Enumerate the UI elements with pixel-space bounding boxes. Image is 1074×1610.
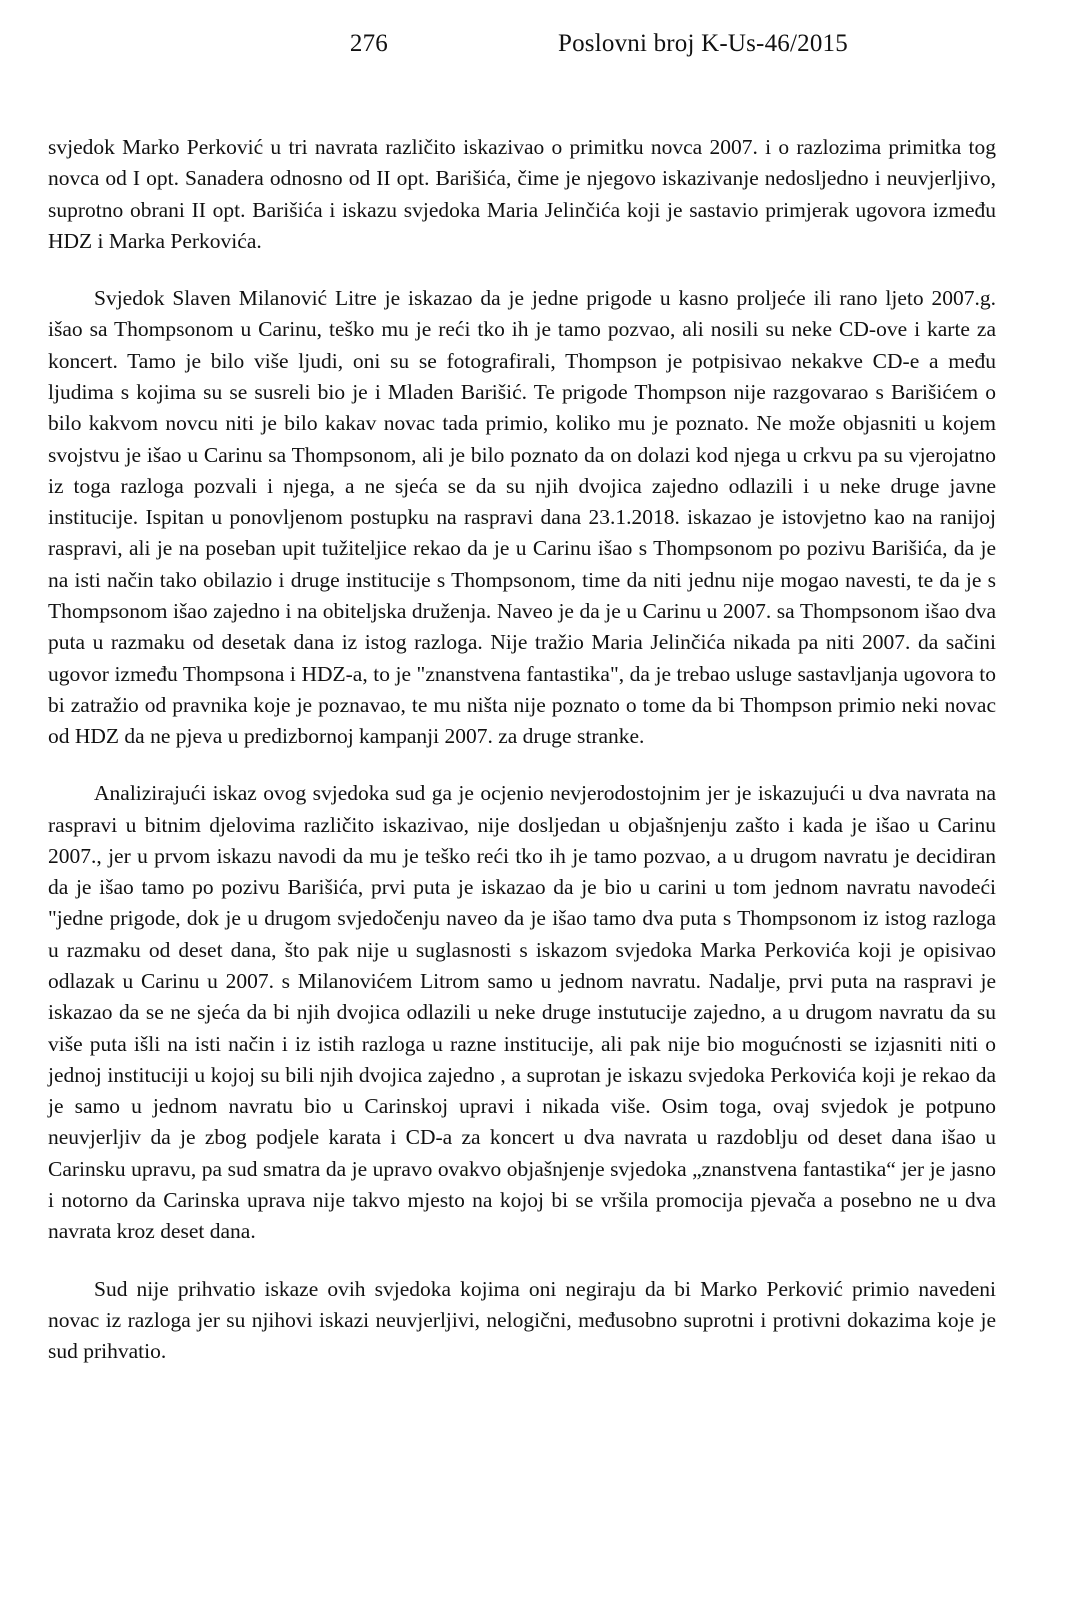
page-number: 276 bbox=[349, 30, 388, 57]
paragraph-3: Analizirajući iskaz ovog svjedoka sud ga je ocjenio nevjerodostojnim jer je iskazujući u dva navrata na raspravi u bitnim djelovima različito iskazivao, nije dosljedan u objašnjenju zašto i kada je išao u Carinu 2007., jer u prvom iskazu navodi da mu je teško reći tko ih je tamo pozvao, a u drugom navratu je decidiran da je išao tamo po pozivu Barišića, prvi puta je iskazao da je bio u carini u tom jednom navratu navodeći "jedne prigode, dok je u drugom svjedočenju naveo da je išao tamo dva puta s Thompsonom iz istog razloga u razmaku od deset dana, što pak nije u suglasnosti s iskazom svjedoka Marka Perkovića koji je opisivao odlazak u Carinu u 2007. s Milanovićem Litrom samo u jednom navratu. Nadalje, prvi puta na raspravi je iskazao da se ne sjeća da bi njih dvojica odlazili u neke druge instutucije zajedno, a u drugom navratu da su više puta išli na isti način i iz istih razloga u razne institucije, ali pak nije bio mogućnosti se izjasniti niti o jednoj instituciji u kojoj su bili njih dvojica zajedno , a suprotan je iskazu svjedoka Perkovića koji je rekao da je samo u jednom navratu bio u Carinskoj upravi i nikada više. Osim toga, ovaj svjedok je potpuno neuvjerljiv da je zbog podjele karata i CD-a za koncert u dva navrata u razdoblju od deset dana išao u Carinsku upravu, pa sud smatra da je upravo ovakvo objašnjenje svjedoka „znanstvena fantastika“ jer je jasno i notorno da Carinska uprava nije takvo mjesto na kojoj bi se vršila promocija pjevača a posebno ne u dva navrata kroz deset dana. bbox=[48, 781, 996, 1244]
paragraph-1: svjedok Marko Perković u tri navrata različito iskazivao o primitku novca 2007. i o razlozima primitka tog novca od I opt. Sanadera odnosno od II opt. Barišića, čime je njegovo iskazivanje nedosljedno i neuvjerljivo, suprotno obrani II opt. Barišića i iskazu svjedoka Maria Jelinčića koji je sastavio primjerak ugovora između HDZ i Marka Perkovića. bbox=[48, 135, 996, 253]
paragraph-4: Sud nije prihvatio iskaze ovih svjedoka kojima oni negiraju da bi Marko Perković primio navedeni novac iz razloga jer su njihovi iskazi neuvjerljivi, nelogični, međusobno suprotni i protivni dokazima koje je sud prihvatio. bbox=[48, 1276, 996, 1364]
page-header bbox=[48, 30, 996, 58]
case-number-label: Poslovni broj K-Us-46/2015 bbox=[558, 30, 848, 57]
paragraph-2: Svjedok Slaven Milanović Litre je iskazao da je jedne prigode u kasno proljeće ili rano ljeto 2007.g. išao sa Thompsonom u Carinu, teško mu je reći tko ih je tamo pozvao, ali nosili su neke CD-ove i karte za koncert. Tamo je bilo više ljudi, oni su se fotografirali, Thompson je potpisivao nekakve CD-e a među ljudima s kojima su se susreli bio je i Mladen Barišić. Te prigode Thompson nije razgovarao s Barišićem o bilo kakvom novcu niti je bilo kakav novac tada primio, koliko mu je poznato. Ne može objasniti u kojem svojstvu je išao u Carinu sa Thompsonom, ali je bilo poznato da on dolazi kod njega u crkvu pa su vjerojatno iz toga razloga pozvali i njega, a ne sjeća se da su njih dvojica zajedno odlazili i u neke druge javne institucije. Ispitan u ponovljenom postupku na raspravi dana 23.1.2018. iskazao je istovjetno kao na ranijoj raspravi, ali je na poseban upit tužiteljice rekao da je u Carinu išao s Thompsonom po pozivu Barišića, da je na isti način tako obilazio i druge institucije s Thompsonom, time da niti jednu nije mogao navesti, te da je s Thompsonom išao zajedno i na obiteljska druženja. Naveo je da je u Carinu u 2007. sa Thompsonom išao dva puta u razmaku od desetak dana iz istog razloga. Nije tražio Maria Jelinčića nikada pa niti 2007. da sačini ugovor između Thompsona i HDZ-a, to je "znanstvena fantastika", da je trebao usluge sastavljanja ugovora to bi zatražio od pravnika koje je poznavao, te mu ništa nije poznato o tome da bi Thompson primio neki novac od HDZ da ne pjeva u predizbornoj kampanji 2007. za druge stranke. bbox=[48, 286, 996, 749]
